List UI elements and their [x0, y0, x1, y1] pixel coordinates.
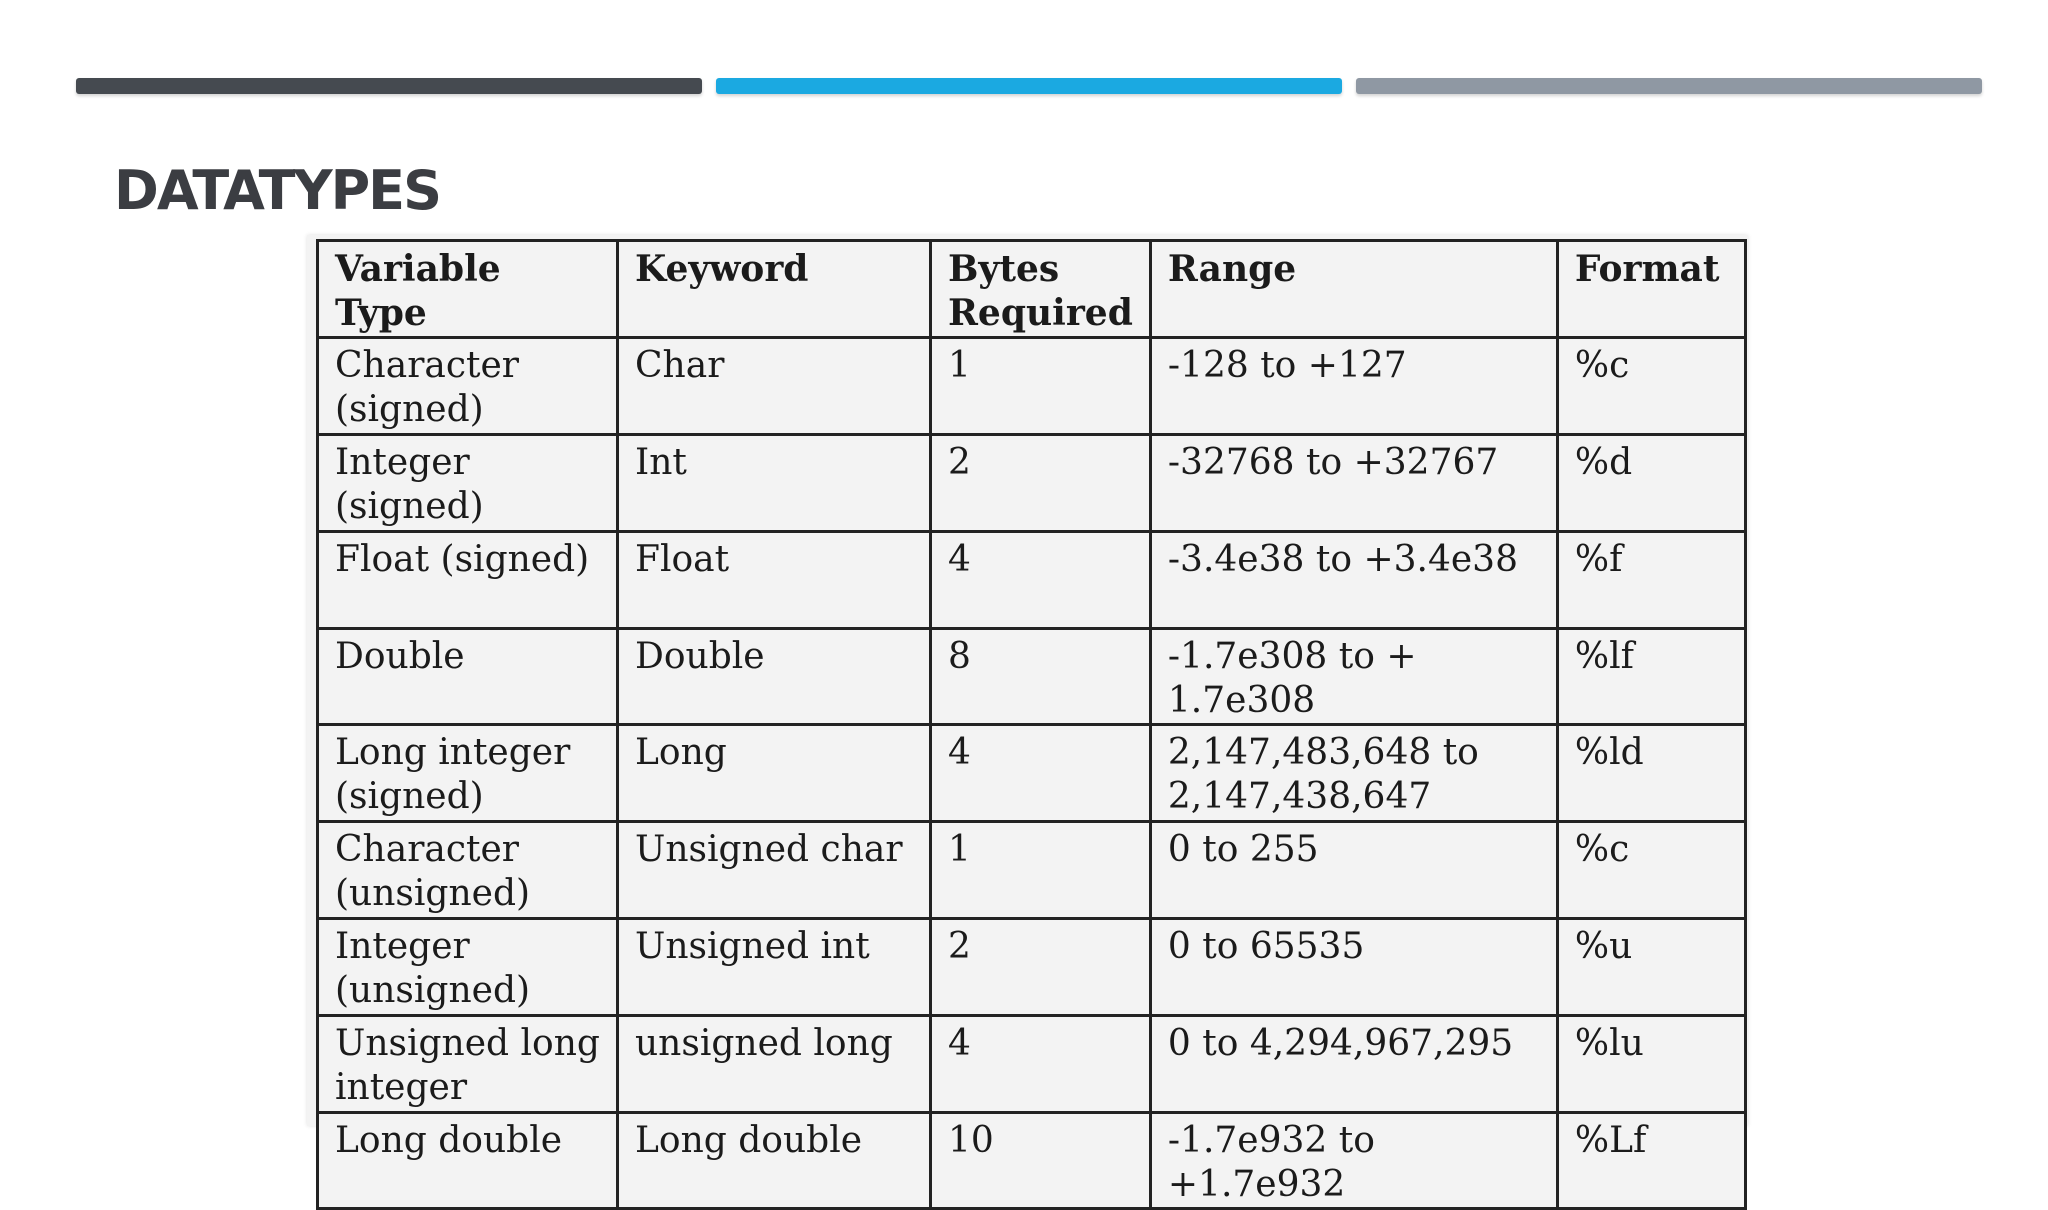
- cell-keyword: Long: [618, 725, 931, 822]
- cell-bytes: 2: [931, 435, 1151, 532]
- header-format: Format: [1557, 241, 1745, 338]
- cell-keyword: unsigned long: [618, 1016, 931, 1113]
- datatypes-table: [316, 239, 1747, 1210]
- cell-range: 0 to 4,294,967,295: [1150, 1016, 1557, 1113]
- cell-bytes: 8: [931, 629, 1151, 725]
- cell-bytes: 4: [931, 1016, 1151, 1113]
- header-bytes-required: Bytes Required: [931, 241, 1151, 338]
- cell-bytes: 1: [931, 822, 1151, 919]
- cell-type: Long integer (signed): [318, 725, 618, 822]
- cell-range: -1.7e932 to +1.7e932: [1150, 1113, 1557, 1209]
- datatypes-table-image: [307, 235, 1748, 1205]
- cell-range: 0 to 255: [1150, 822, 1557, 919]
- cell-keyword: Float: [618, 532, 931, 629]
- accent-bar-blue: [716, 78, 1342, 94]
- cell-keyword: Long double: [618, 1113, 931, 1209]
- cell-range: -1.7e308 to + 1.7e308: [1150, 629, 1557, 725]
- cell-type: Double: [318, 629, 618, 725]
- cell-format: %c: [1557, 338, 1745, 435]
- table-row: [318, 822, 1746, 919]
- header-keyword: Keyword: [618, 241, 931, 338]
- table-row: [318, 1016, 1746, 1113]
- cell-bytes: 1: [931, 338, 1151, 435]
- cell-range: -128 to +127: [1150, 338, 1557, 435]
- table-row: [318, 629, 1746, 725]
- cell-bytes: 4: [931, 725, 1151, 822]
- table-row: [318, 435, 1746, 532]
- cell-format: %c: [1557, 822, 1745, 919]
- header-range: Range: [1150, 241, 1557, 338]
- cell-type: Unsigned long integer: [318, 1016, 618, 1113]
- accent-bar-gray: [1356, 78, 1982, 94]
- table-row: [318, 725, 1746, 822]
- cell-keyword: Unsigned int: [618, 919, 931, 1016]
- table-row: [318, 919, 1746, 1016]
- table-row: [318, 1113, 1746, 1209]
- table-header-row: [318, 241, 1746, 338]
- table-row: [318, 338, 1746, 435]
- cell-type: Long double: [318, 1113, 618, 1209]
- cell-type: Integer (unsigned): [318, 919, 618, 1016]
- cell-range: -3.4e38 to +3.4e38: [1150, 532, 1557, 629]
- cell-bytes: 10: [931, 1113, 1151, 1209]
- header-variable-type: Variable Type: [318, 241, 618, 338]
- cell-type: Integer (signed): [318, 435, 618, 532]
- cell-format: %u: [1557, 919, 1745, 1016]
- cell-keyword: Char: [618, 338, 931, 435]
- slide-title: DATATYPES: [114, 159, 440, 222]
- cell-type: Character (signed): [318, 338, 618, 435]
- header-accent-bars: [0, 78, 2048, 94]
- cell-keyword: Double: [618, 629, 931, 725]
- cell-bytes: 2: [931, 919, 1151, 1016]
- cell-format: %f: [1557, 532, 1745, 629]
- cell-range: 0 to 65535: [1150, 919, 1557, 1016]
- cell-type: Character (unsigned): [318, 822, 618, 919]
- cell-format: %lf: [1557, 629, 1745, 725]
- cell-range: -32768 to +32767: [1150, 435, 1557, 532]
- accent-bar-dark: [76, 78, 702, 94]
- cell-format: %d: [1557, 435, 1745, 532]
- cell-bytes: 4: [931, 532, 1151, 629]
- cell-format: %lu: [1557, 1016, 1745, 1113]
- cell-format: %ld: [1557, 725, 1745, 822]
- cell-keyword: Unsigned char: [618, 822, 931, 919]
- cell-range: 2,147,483,648 to 2,147,438,647: [1150, 725, 1557, 822]
- cell-keyword: Int: [618, 435, 931, 532]
- cell-type: Float (signed): [318, 532, 618, 629]
- table-row: [318, 532, 1746, 629]
- cell-format: %Lf: [1557, 1113, 1745, 1209]
